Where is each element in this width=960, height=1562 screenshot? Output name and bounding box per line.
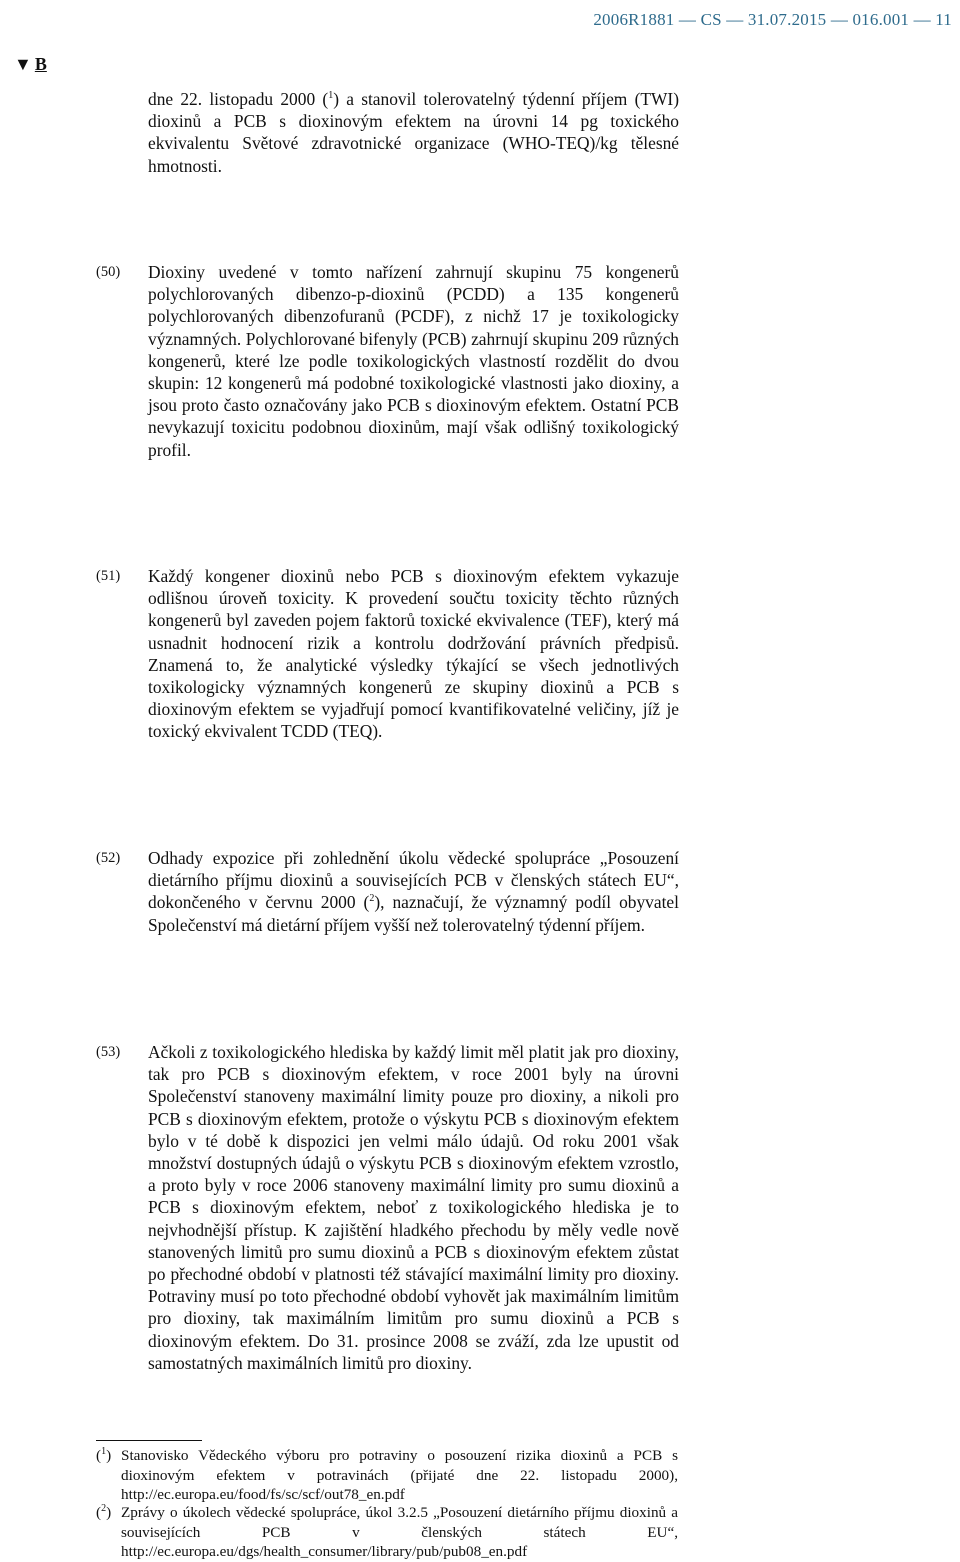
triangle-down-icon: ▼ [14, 54, 32, 74]
footnote [96, 1503, 678, 1562]
recital-text-part1: Odhady expozice při zohlednění úkolu vědecké spolupráce „Posouzení dietárního příjmu dioxinů a souvisejících PCB v členských státech EU“, dokončeného v červnu 2000 ( [148, 848, 679, 913]
footnote-separator [96, 1440, 202, 1441]
footnote-ref-1[interactable]: 1 [328, 90, 334, 102]
recital-number: (50) [96, 264, 121, 280]
footnote-number: ($^1$) [96, 1445, 112, 1464]
intro-text-part1: dne 22. listopadu 2000 ( [148, 89, 329, 109]
footnote [96, 1446, 678, 1505]
amendment-marker[interactable] [14, 54, 47, 75]
page-header: 2006R1881 — CS — 31.07.2015 — 016.001 — 11 [593, 10, 952, 29]
intro-paragraph [148, 88, 679, 177]
footnote-text: Stanovisko Vědeckého výboru pro potraviny o posouzení rizika dioxinů a PCB s dioxinovým efektem v potravinách (přijaté dne 22. listopadu 2000), http://ec.europa.eu/food/fs/sc/scf/out78_en.pdf [121, 1447, 678, 1503]
recital-number: (52) [96, 850, 121, 866]
recital-number: (53) [96, 1044, 121, 1060]
recital-text [148, 847, 679, 936]
footnote-number: ($^2$) [96, 1502, 112, 1521]
recital-text-part2: ), naznačují, že významný podíl obyvatel Společenství má dietární příjem vyšší než tolerovatelný týdenní příjem. [148, 892, 679, 935]
amendment-marker-label: B [34, 54, 47, 74]
intro-text-part2: ) a stanovil tolerovatelný týdenní příjem (TWI) dioxinů a PCB s dioxinovým efektem na úrovni 14 pg toxického ekvivalentu Světové zdravotnické organizace (WHO-TEQ)/kg tělesné hmotnosti. [148, 89, 679, 176]
recital-text: Každý kongener dioxinů nebo PCB s dioxinovým efektem vykazuje odlišnou úroveň toxicity. K provedení součtu toxicity těchto různých kongenerů byl zaveden pojem faktorů toxické ekvivalence (TEF), který má usnadnit hodnocení rizik a kontrolu dodržování právních předpisů. Znamená to, že analytické výsledky týkající se všech jednotlivých toxikologicky významných kongenerů ze skupiny dioxinů a PCB s dioxinovým efektem se vyjadřují pomocí kvantifikovatelné veličiny, jíž je toxický ekvivalent TCDD (TEQ). [148, 566, 679, 742]
footnote-ref-2[interactable]: 2 [369, 893, 375, 905]
recital-text: Ačkoli z toxikologického hlediska by každý limit měl platit jak pro dioxiny, tak pro PCB s dioxinovým efektem, v roce 2001 byly na úrovni Společenství stanoveny maximální limity pouze pro dioxiny, a nikoli pro PCB s dioxinovým efektem, protože o výskytu PCB s dioxinovým efektem bylo v té době k dispozici jen velmi málo údajů. Od roku 2001 však množství dostupných údajů o výskytu PCB s dioxinovým efektem vzrostlo, a proto byly v roce 2006 stanoveny maximální limity pro sumu dioxinů a PCB s dioxinovým efektem, neboť z toxikologického hlediska je to nejvhodnější přístup. K zajištění hladkého přechodu by měly vedle nově stanovených limitů pro sumu dioxinů a PCB s dioxinovým efektem zůstat po přechodné období v platnosti též stávající maximální limity pro dioxiny. Potraviny musí po toto přechodné období vyhovět jak maximálním limitům pro dioxiny, tak maximálním limitům pro sumu dioxinů a PCB s dioxinovým efektem. Do 31. prosince 2008 se zváží, zda lze upustit od samostatných maximálních limitů pro dioxiny. [148, 1042, 679, 1373]
recital-text: Dioxiny uvedené v tomto nařízení zahrnují skupinu 75 kongenerů polychlorovaných dibenzo-p-dioxinů (PCDD) a 135 kongenerů polychlorovaných dibenzofuranů (PCDF), z nichž 17 je toxikologicky významných. Polychlorované bifenyly (PCB) zahrnují skupinu 209 různých kongenerů, které lze podle toxikologických vlastností rozdělit do dvou skupin: 12 kongenerů má podobné toxikologické vlastnosti jako dioxiny, a jsou proto často označovány jako PCB s dioxinovým efektem. Ostatní PCB nevykazují toxicitu podobnou dioxinům, mají však odlišný toxikologický profil. [148, 262, 679, 460]
footnote-text: Zprávy o úkolech vědecké spolupráce, úkol 3.2.5 „Posouzení dietárního příjmu dioxinů a souvisejících PCB v členských státech EU“, http://ec.europa.eu/dgs/health_consumer/library/pub/pub08_en.pdf [121, 1504, 678, 1560]
recital-number: (51) [96, 568, 121, 584]
